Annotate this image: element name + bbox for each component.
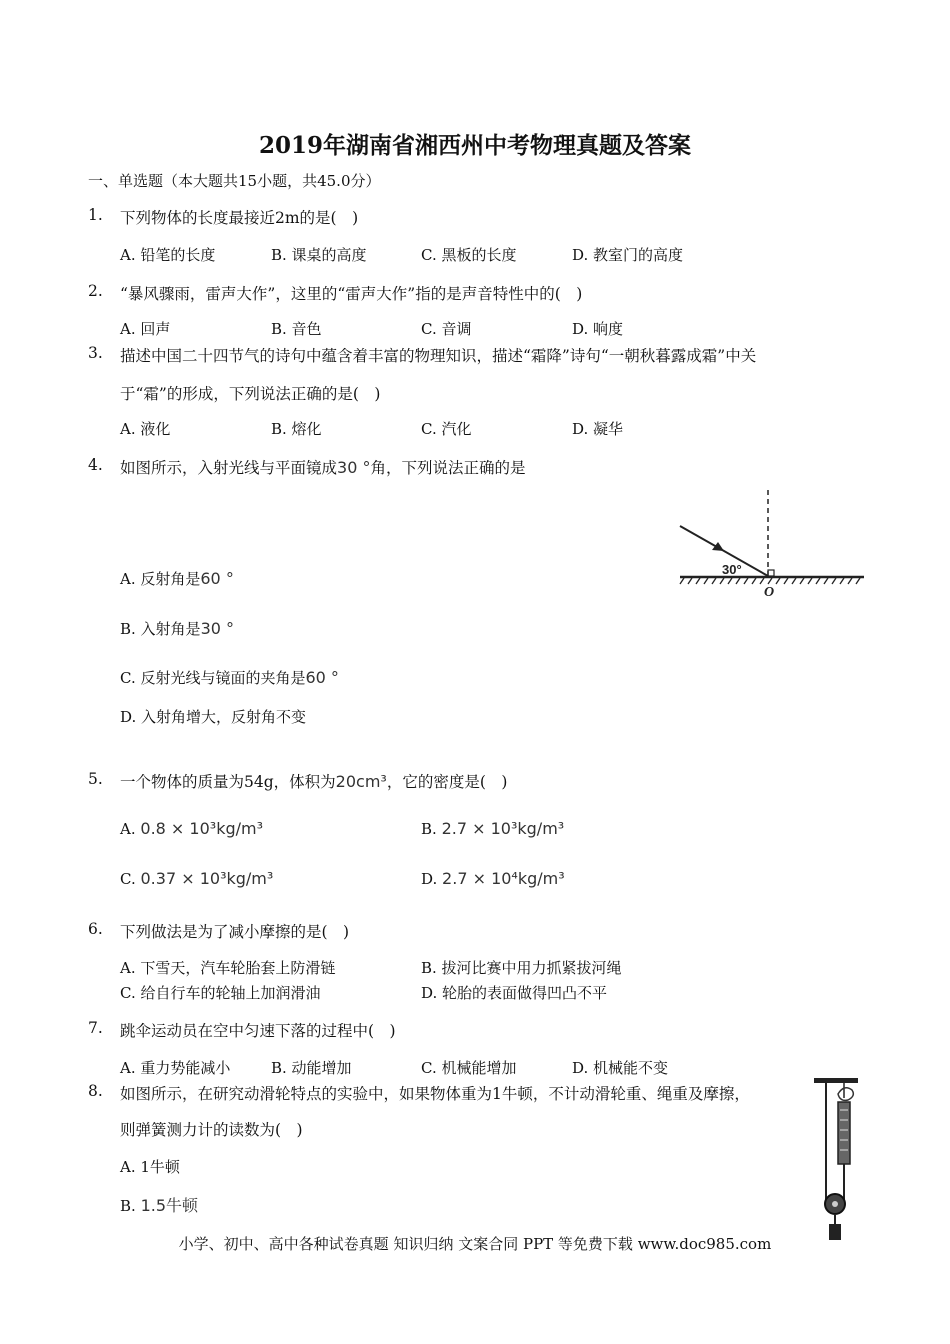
- option-a: A. 回声: [120, 320, 171, 338]
- right-angle-mark: [768, 570, 774, 576]
- question-number: 7.: [88, 1019, 103, 1037]
- option-a: A. 0.8 × 10³kg/m³: [120, 819, 263, 838]
- mirror-reflection-figure: [672, 488, 868, 600]
- question-text-line2: 于“霜”的形成，下列说法正确的是( ): [120, 385, 381, 403]
- question-number: 5.: [88, 770, 103, 788]
- question-text: 跳伞运动员在空中匀速下落的过程中( ): [120, 1022, 396, 1040]
- option-a: A. 重力势能减小: [120, 1059, 231, 1077]
- option-c: C. 给自行车的轮轴上加润滑油: [120, 984, 321, 1002]
- option-c: C. 机械能增加: [421, 1059, 517, 1077]
- option-b: B. 音色: [271, 320, 322, 338]
- option-d: D. 2.7 × 10⁴kg/m³: [421, 869, 565, 888]
- option-a: A. 铅笔的长度: [120, 246, 216, 264]
- mirror-hatching: [680, 578, 860, 584]
- option-b: B. 2.7 × 10³kg/m³: [421, 819, 565, 838]
- option-a: A. 1牛顿: [120, 1158, 180, 1176]
- question-text: 描述中国二十四节气的诗句中蕴含着丰富的物理知识，描述“霜降”诗句“一朝秋暮露成霜”中关: [120, 347, 757, 365]
- question-text: “暴风骤雨，雷声大作”，这里的“雷声大作”指的是声音特性中的( ): [120, 285, 583, 303]
- option-d: D. 轮胎的表面做得凹凸不平: [421, 984, 608, 1002]
- angle-value: 30 °: [337, 458, 371, 477]
- question-number: 2.: [88, 282, 103, 300]
- arrow-head: [712, 542, 724, 551]
- option-d: D. 入射角增大，反射角不变: [120, 708, 307, 726]
- option-b: B. 1.5牛顿: [120, 1196, 199, 1215]
- question-text: 如图所示，在研究动滑轮特点的实验中，如果物体重为1牛顿，不计动滑轮重、绳重及摩擦，: [120, 1085, 750, 1103]
- option-c: C. 0.37 × 10³kg/m³: [120, 869, 274, 888]
- angle-label: 30°: [722, 562, 742, 577]
- option-c: C. 黑板的长度: [421, 246, 517, 264]
- question-text-line2: 则弹簧测力计的读数为( ): [120, 1121, 303, 1139]
- option-b: B. 拔河比赛中用力抓紧拔河绳: [421, 959, 622, 977]
- page-footer: 小学、初中、高中各种试卷真题 知识归纳 文案合同 PPT 等免费下载 www.doc985.com: [178, 1235, 772, 1253]
- option-d: D. 凝华: [572, 420, 624, 438]
- pulley-figure: [810, 1076, 870, 1246]
- option-b: B. 动能增加: [271, 1059, 352, 1077]
- option-d: D. 响度: [572, 320, 624, 338]
- point-label: O: [764, 585, 775, 600]
- option-b: B. 熔化: [271, 420, 322, 438]
- question-text: 一个物体的质量为54g，体积为20cm³，它的密度是( ): [120, 772, 508, 791]
- option-a: A. 下雪天，汽车轮胎套上防滑链: [120, 959, 336, 977]
- question-number: 6.: [88, 920, 103, 938]
- section-heading: 一、单选题（本大题共15小题，共45.0分）: [88, 172, 381, 190]
- page-title: 2019年湖南省湘西州中考物理真题及答案: [258, 132, 691, 159]
- pulley-axle: [832, 1201, 838, 1207]
- option-b: B. 入射角是30 °: [120, 619, 235, 638]
- question-text: 如图所示，入射光线与平面镜成30 °角，下列说法正确的是: [120, 458, 526, 477]
- option-c: C. 音调: [421, 320, 472, 338]
- question-number: 8.: [88, 1082, 103, 1100]
- question-text: 下列做法是为了减小摩擦的是( ): [120, 923, 350, 941]
- option-d: D. 机械能不变: [572, 1059, 669, 1077]
- ceiling-bar: [814, 1078, 858, 1083]
- question-number: 1.: [88, 206, 103, 224]
- option-b: B. 课桌的高度: [271, 246, 367, 264]
- hand-icon: [838, 1088, 853, 1101]
- option-d: D. 教室门的高度: [572, 246, 684, 264]
- option-a: A. 液化: [120, 420, 171, 438]
- question-number: 4.: [88, 456, 103, 474]
- option-a: A. 反射角是60 °: [120, 569, 234, 588]
- volume-value: 20cm³: [335, 772, 387, 791]
- spring-scale: [838, 1102, 850, 1164]
- question-number: 3.: [88, 344, 103, 362]
- option-c: C. 汽化: [421, 420, 472, 438]
- question-text: 下列物体的长度最接近2m的是( ): [120, 209, 359, 227]
- option-c: C. 反射光线与镜面的夹角是60 °: [120, 668, 339, 687]
